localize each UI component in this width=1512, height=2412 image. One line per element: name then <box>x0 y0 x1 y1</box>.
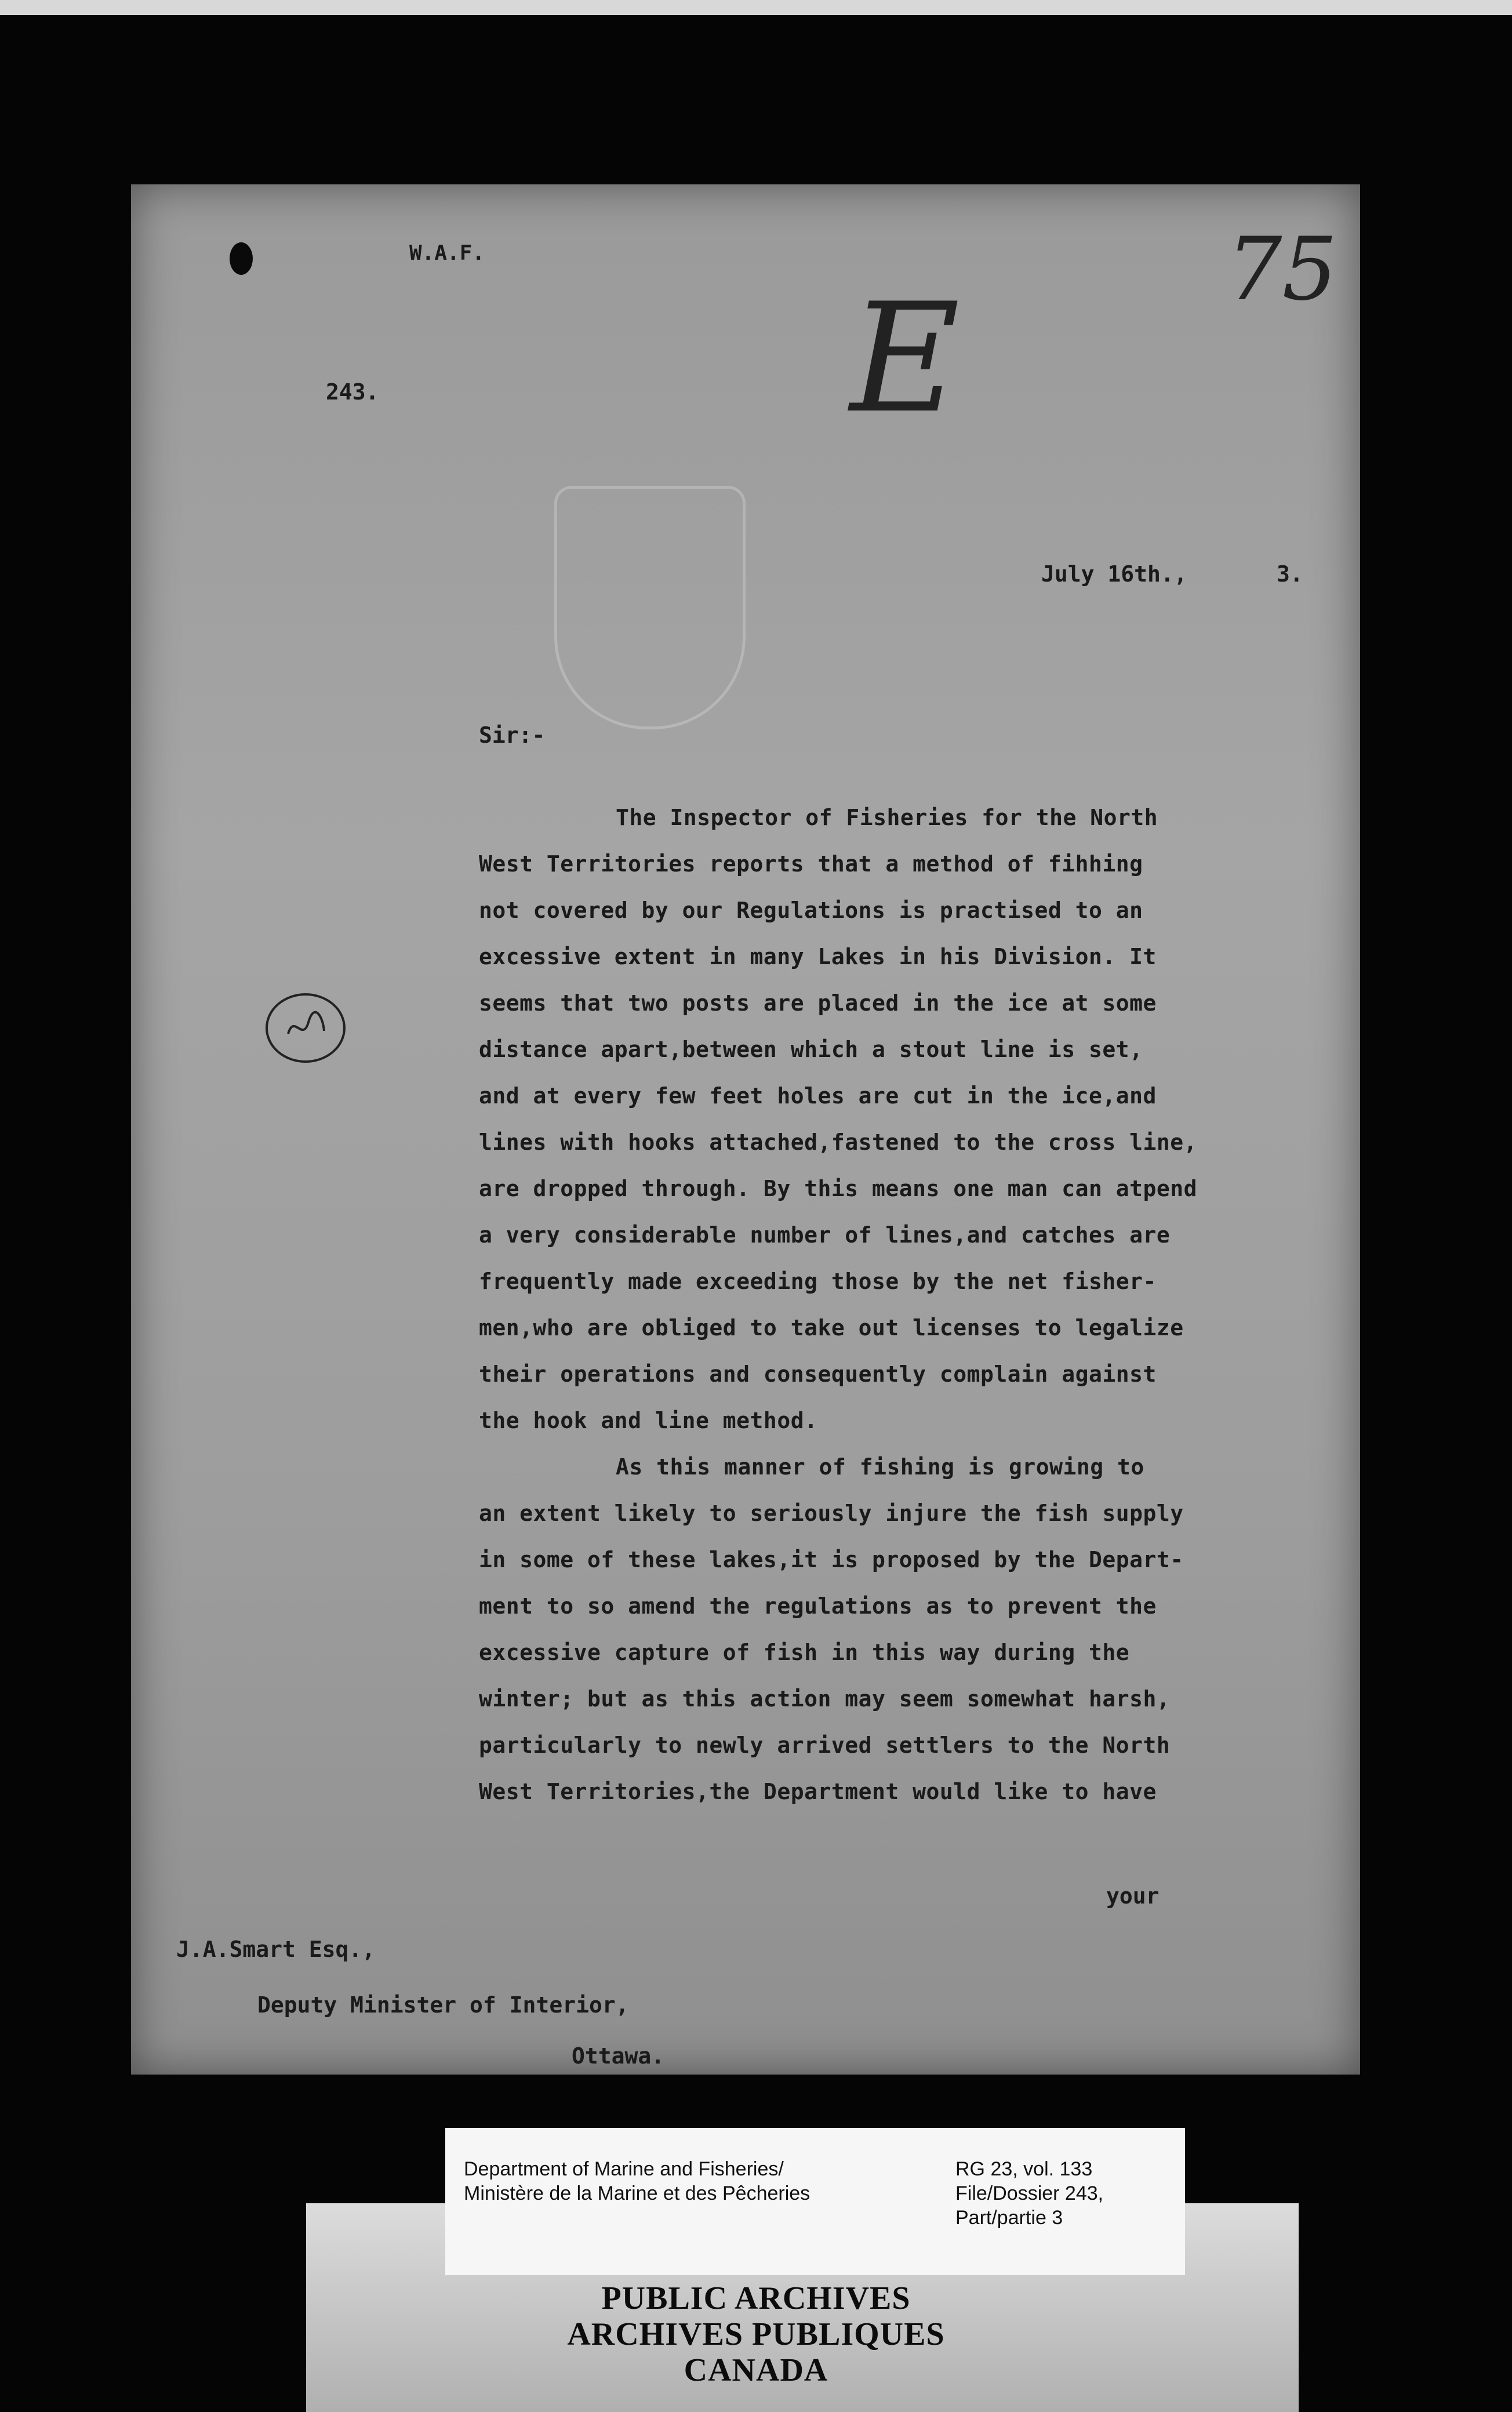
body-line: West Territories reports that a method of fihhing <box>479 851 1143 877</box>
recipient-name: J.A.Smart Esq., <box>176 1937 376 1962</box>
salutation: Sir:- <box>479 722 546 748</box>
archive-title-1: PUBLIC ARCHIVES <box>601 2280 911 2316</box>
body-line: excessive capture of fish in this way during the <box>479 1640 1130 1665</box>
body-line: seems that two posts are placed in the ice at some <box>479 990 1157 1016</box>
body-line: West Territories,the Department would like to have <box>479 1779 1157 1804</box>
stamp-scribble-icon <box>282 1011 329 1045</box>
label-reference-1: RG 23, vol. 133 <box>955 2158 1093 2180</box>
body-line: a very considerable number of lines,and catches are <box>479 1222 1171 1248</box>
body-line: an extent likely to seriously injure the fish supply <box>479 1501 1184 1526</box>
body-line: excessive extent in many Lakes in his Division. It <box>479 944 1157 969</box>
label-reference-2: File/Dossier 243, <box>955 2182 1104 2204</box>
body-line: men,who are obliged to take out licenses to legalize <box>479 1315 1184 1341</box>
label-reference-3: Part/partie 3 <box>955 2207 1063 2229</box>
handwritten-letter: E <box>850 271 960 446</box>
body-line: in some of these lakes,it is proposed by the Depart- <box>479 1547 1184 1572</box>
body-line: As this manner of fishing is growing to <box>616 1454 1144 1480</box>
body-line: lines with hooks attached,fastened to the cross line, <box>479 1129 1198 1155</box>
label-department-en: Department of Marine and Fisheries/ <box>464 2158 784 2180</box>
body-line: The Inspector of Fisheries for the North <box>616 805 1158 830</box>
body-line: not covered by our Regulations is practised to an <box>479 898 1143 923</box>
archive-label-card <box>445 2128 1185 2275</box>
file-number: 243. <box>326 379 379 405</box>
body-line: their operations and consequently complain against <box>479 1361 1157 1387</box>
body-line: distance apart,between which a stout line is set, <box>479 1037 1143 1062</box>
handwritten-page-number: 75 <box>1227 219 1337 320</box>
continuation-word: your <box>1106 1883 1160 1909</box>
crest-watermark <box>554 486 746 729</box>
punch-hole <box>230 242 253 275</box>
archive-title-2: ARCHIVES PUBLIQUES <box>567 2316 945 2352</box>
body-line: the hook and line method. <box>479 1408 818 1433</box>
body-line: ment to so amend the regulations as to prevent the <box>479 1593 1157 1619</box>
recipient-city: Ottawa. <box>572 2043 665 2069</box>
archive-title-3: CANADA <box>684 2352 828 2388</box>
body-line: winter; but as this action may seem somewhat harsh, <box>479 1686 1171 1712</box>
body-line: and at every few feet holes are cut in the ice,and <box>479 1083 1157 1109</box>
initials-stamp <box>266 993 346 1063</box>
initials: W.A.F. <box>409 241 485 265</box>
letter-page <box>131 184 1360 2075</box>
letter-date: July 16th., <box>1041 561 1187 587</box>
body-line: are dropped through. By this means one man can atpend <box>479 1176 1198 1201</box>
letter-date-suffix: 3. <box>1277 561 1303 587</box>
body-line: frequently made exceeding those by the net fisher- <box>479 1269 1157 1294</box>
body-line: particularly to newly arrived settlers to the North <box>479 1732 1171 1758</box>
recipient-title: Deputy Minister of Interior, <box>257 1992 629 2018</box>
film-frame-edge <box>0 0 1512 15</box>
label-department-fr: Ministère de la Marine et des Pêcheries <box>464 2182 810 2204</box>
